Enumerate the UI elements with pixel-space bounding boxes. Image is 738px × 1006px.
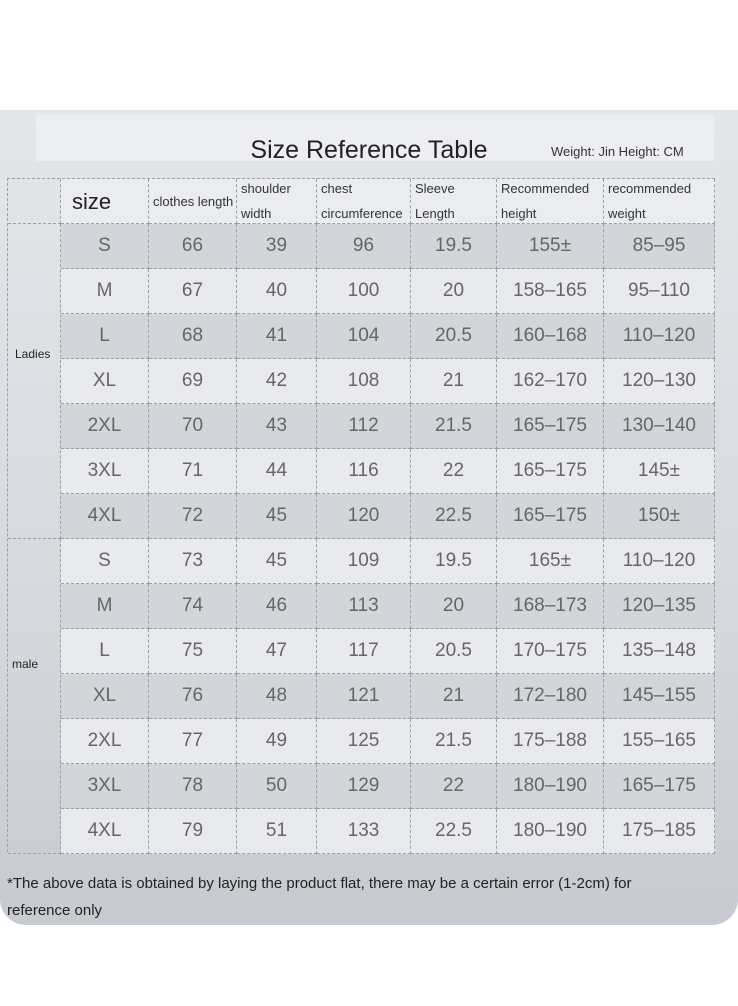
cell-shoulder-width: 46	[237, 584, 317, 629]
table-row	[61, 359, 715, 404]
cell-sleeve-length: 22.5	[411, 494, 497, 539]
group-cell	[8, 224, 61, 539]
cell-recommended-weight: 110–120	[604, 314, 715, 359]
cell-recommended-height: 172–180	[497, 674, 604, 719]
cell-clothes-length: 72	[149, 494, 237, 539]
cell-recommended-height: 155±	[497, 224, 604, 269]
footnote: *The above data is obtained by laying the product flat, there may be a certain error (1-2cm) for reference only	[7, 875, 632, 919]
cell-recommended-weight: 165–175	[604, 764, 715, 809]
cell-chest: 112	[317, 404, 411, 449]
cell-recommended-height: 165–175	[497, 494, 604, 539]
cell-recommended-weight: 120–130	[604, 359, 715, 404]
cell-recommended-weight: 135–148	[604, 629, 715, 674]
page-title: Size Reference Table	[250, 136, 488, 164]
cell-recommended-weight: 145±	[604, 449, 715, 494]
cell-size: 3XL	[61, 764, 149, 809]
cell-recommended-height: 168–173	[497, 584, 604, 629]
table-row	[61, 314, 715, 359]
cell-size: S	[61, 539, 149, 584]
header-recommended-weight: recommended weight	[604, 179, 715, 224]
cell-recommended-height: 165±	[497, 539, 604, 584]
cell-recommended-height: 158–165	[497, 269, 604, 314]
header-sleeve-length: Sleeve Length	[411, 179, 497, 224]
cell-recommended-height: 162–170	[497, 359, 604, 404]
table-row	[61, 584, 715, 629]
cell-shoulder-width: 49	[237, 719, 317, 764]
header-shoulder-width: shoulder width	[237, 179, 317, 224]
cell-size: L	[61, 314, 149, 359]
cell-chest: 108	[317, 359, 411, 404]
table-row	[61, 224, 715, 269]
group-cell	[8, 539, 61, 854]
cell-shoulder-width: 40	[237, 269, 317, 314]
table-row	[61, 539, 715, 584]
table-row	[61, 404, 715, 449]
cell-shoulder-width: 41	[237, 314, 317, 359]
group-label: male	[12, 657, 39, 671]
table-row	[61, 809, 715, 854]
size-table	[7, 178, 715, 852]
cell-recommended-height: 180–190	[497, 809, 604, 854]
cell-clothes-length: 76	[149, 674, 237, 719]
cell-size: 4XL	[61, 494, 149, 539]
cell-recommended-weight: 95–110	[604, 269, 715, 314]
cell-size: 3XL	[61, 449, 149, 494]
cell-clothes-length: 77	[149, 719, 237, 764]
cell-size: 2XL	[61, 719, 149, 764]
cell-chest: 96	[317, 224, 411, 269]
cell-clothes-length: 68	[149, 314, 237, 359]
cell-chest: 129	[317, 764, 411, 809]
cell-recommended-height: 170–175	[497, 629, 604, 674]
cell-size: M	[61, 584, 149, 629]
cell-recommended-weight: 175–185	[604, 809, 715, 854]
cell-chest: 116	[317, 449, 411, 494]
cell-recommended-weight: 85–95	[604, 224, 715, 269]
cell-recommended-weight: 155–165	[604, 719, 715, 764]
cell-clothes-length: 70	[149, 404, 237, 449]
header-size: size	[61, 179, 149, 224]
cell-sleeve-length: 21.5	[411, 719, 497, 764]
cell-recommended-weight: 145–155	[604, 674, 715, 719]
cell-chest: 121	[317, 674, 411, 719]
cell-sleeve-length: 20.5	[411, 629, 497, 674]
cell-chest: 125	[317, 719, 411, 764]
cell-shoulder-width: 50	[237, 764, 317, 809]
cell-recommended-height: 165–175	[497, 404, 604, 449]
cell-size: L	[61, 629, 149, 674]
cell-clothes-length: 78	[149, 764, 237, 809]
cell-recommended-weight: 130–140	[604, 404, 715, 449]
cell-shoulder-width: 39	[237, 224, 317, 269]
cell-chest: 133	[317, 809, 411, 854]
table-header-row	[61, 179, 715, 224]
cell-sleeve-length: 22	[411, 764, 497, 809]
table-row	[61, 629, 715, 674]
cell-chest: 109	[317, 539, 411, 584]
cell-chest: 113	[317, 584, 411, 629]
cell-size: S	[61, 224, 149, 269]
cell-shoulder-width: 47	[237, 629, 317, 674]
cell-chest: 104	[317, 314, 411, 359]
cell-sleeve-length: 20	[411, 269, 497, 314]
header-recommended-height: Recommended height	[497, 179, 604, 224]
cell-size: 4XL	[61, 809, 149, 854]
cell-recommended-height: 165–175	[497, 449, 604, 494]
cell-clothes-length: 79	[149, 809, 237, 854]
table-row	[61, 674, 715, 719]
cell-clothes-length: 66	[149, 224, 237, 269]
cell-size: XL	[61, 674, 149, 719]
cell-chest: 117	[317, 629, 411, 674]
cell-clothes-length: 75	[149, 629, 237, 674]
cell-sleeve-length: 21	[411, 674, 497, 719]
cell-sleeve-length: 20	[411, 584, 497, 629]
cell-shoulder-width: 51	[237, 809, 317, 854]
cell-size: XL	[61, 359, 149, 404]
unit-note: Weight: Jin Height: CM	[551, 144, 684, 159]
cell-sleeve-length: 20.5	[411, 314, 497, 359]
cell-sleeve-length: 19.5	[411, 539, 497, 584]
cell-recommended-height: 160–168	[497, 314, 604, 359]
table-row	[61, 764, 715, 809]
cell-sleeve-length: 21.5	[411, 404, 497, 449]
cell-recommended-weight: 110–120	[604, 539, 715, 584]
cell-recommended-height: 175–188	[497, 719, 604, 764]
table-row	[61, 719, 715, 764]
cell-clothes-length: 69	[149, 359, 237, 404]
cell-size: M	[61, 269, 149, 314]
cell-chest: 120	[317, 494, 411, 539]
cell-chest: 100	[317, 269, 411, 314]
cell-sleeve-length: 22.5	[411, 809, 497, 854]
cell-size: 2XL	[61, 404, 149, 449]
cell-shoulder-width: 45	[237, 539, 317, 584]
cell-shoulder-width: 42	[237, 359, 317, 404]
cell-shoulder-width: 43	[237, 404, 317, 449]
header-chest-circumference: chest circumference	[317, 179, 411, 224]
header-clothes-length: clothes length	[149, 179, 237, 224]
table-row	[61, 449, 715, 494]
table-row	[61, 494, 715, 539]
group-label: Ladies	[15, 347, 51, 361]
table-row	[61, 269, 715, 314]
cell-recommended-weight: 120–135	[604, 584, 715, 629]
cell-clothes-length: 73	[149, 539, 237, 584]
cell-sleeve-length: 22	[411, 449, 497, 494]
cell-shoulder-width: 48	[237, 674, 317, 719]
cell-shoulder-width: 45	[237, 494, 317, 539]
cell-recommended-height: 180–190	[497, 764, 604, 809]
cell-sleeve-length: 21	[411, 359, 497, 404]
cell-sleeve-length: 19.5	[411, 224, 497, 269]
cell-recommended-weight: 150±	[604, 494, 715, 539]
cell-clothes-length: 71	[149, 449, 237, 494]
cell-shoulder-width: 44	[237, 449, 317, 494]
cell-clothes-length: 67	[149, 269, 237, 314]
header-corner	[8, 179, 61, 224]
cell-clothes-length: 74	[149, 584, 237, 629]
